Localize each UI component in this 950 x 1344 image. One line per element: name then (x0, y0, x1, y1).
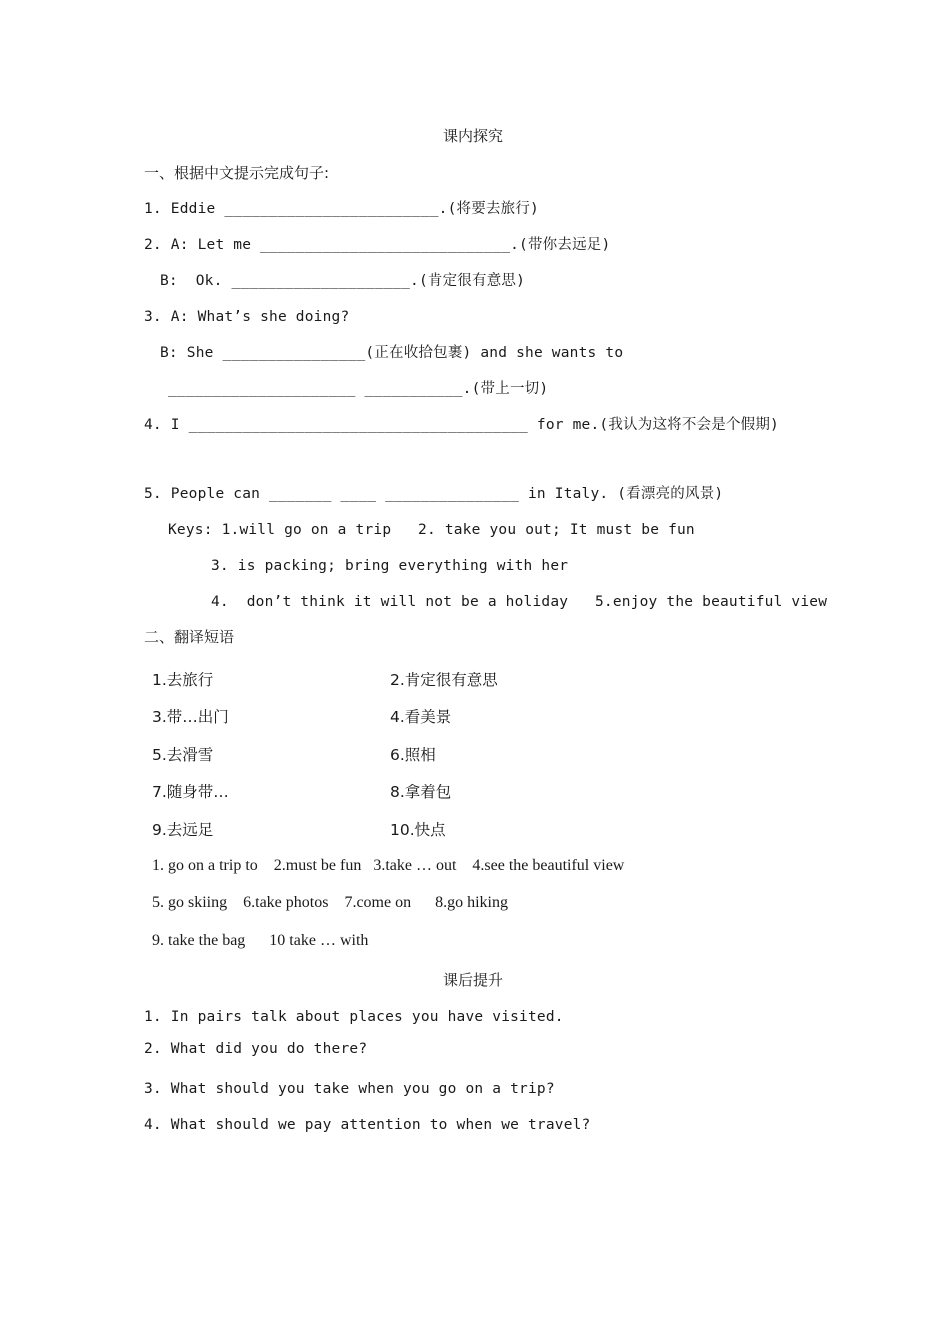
exercise-item-2b: B: Ok. ____________________.(肯定很有意思) (160, 273, 526, 289)
phrase-item: 2.肯定很有意思 (390, 671, 498, 689)
answer-key-line-3: 4. don’t think it will not be a holiday 5.enjoy the beautiful view (211, 594, 828, 610)
phrase-answer-line-2: 5. go skiing 6.take photos 7.come on 8.go hiking (152, 894, 508, 911)
discussion-question-4: 4. What should we pay attention to when we travel? (144, 1117, 591, 1133)
exercise-item-4: 4. I ______________________________________ for me.(我认为这将不会是个假期) (144, 417, 779, 433)
phrase-item: 8.拿着包 (390, 783, 452, 801)
phrase-item: 6.照相 (390, 746, 436, 764)
discussion-question-3: 3. What should you take when you go on a trip? (144, 1081, 555, 1097)
phrase-item: 4.看美景 (390, 708, 452, 726)
phrase-answer-line-3: 9. take the bag 10 take … with (152, 932, 369, 949)
phrase-item: 9.去远足 (152, 821, 214, 839)
phrase-item: 5.去滑雪 (152, 746, 214, 764)
section-title-in-class: 课内探究 (443, 127, 504, 145)
phrase-item: 1.去旅行 (152, 671, 214, 689)
discussion-question-1: 1. In pairs talk about places you have visited. (144, 1009, 564, 1025)
answer-key-line-2: 3. is packing; bring everything with her (211, 558, 569, 574)
discussion-question-2: 2. What did you do there? (144, 1041, 368, 1057)
phrase-item: 3.带…出门 (152, 708, 229, 726)
phrase-answer-line-1: 1. go on a trip to 2.must be fun 3.take … out 4.see the beautiful view (152, 857, 625, 874)
exercise-heading-complete-sentences: 一、根据中文提示完成句子: (144, 164, 330, 182)
exercise-item-3b: B: She ________________(正在收拾包裹) and she wants to (160, 345, 624, 361)
phrase-item: 7.随身带… (152, 783, 229, 801)
section-title-after-class: 课后提升 (443, 971, 504, 989)
answer-key-line-1: Keys: 1.will go on a trip 2. take you out; It must be fun (168, 522, 695, 538)
exercise-heading-translate-phrases: 二、翻译短语 (144, 628, 235, 646)
exercise-item-3a: 3. A: What’s she doing? (144, 309, 350, 325)
phrase-item: 10.快点 (390, 821, 446, 839)
exercise-item-1: 1. Eddie ________________________.(将要去旅行) (144, 201, 539, 217)
exercise-item-5: 5. People can _______ ____ _______________ in Italy. (看漂亮的风景) (144, 486, 724, 502)
exercise-item-3c: _____________________ ___________.(带上一切) (168, 381, 549, 397)
exercise-item-2a: 2. A: Let me ____________________________.(带你去远足) (144, 237, 611, 253)
